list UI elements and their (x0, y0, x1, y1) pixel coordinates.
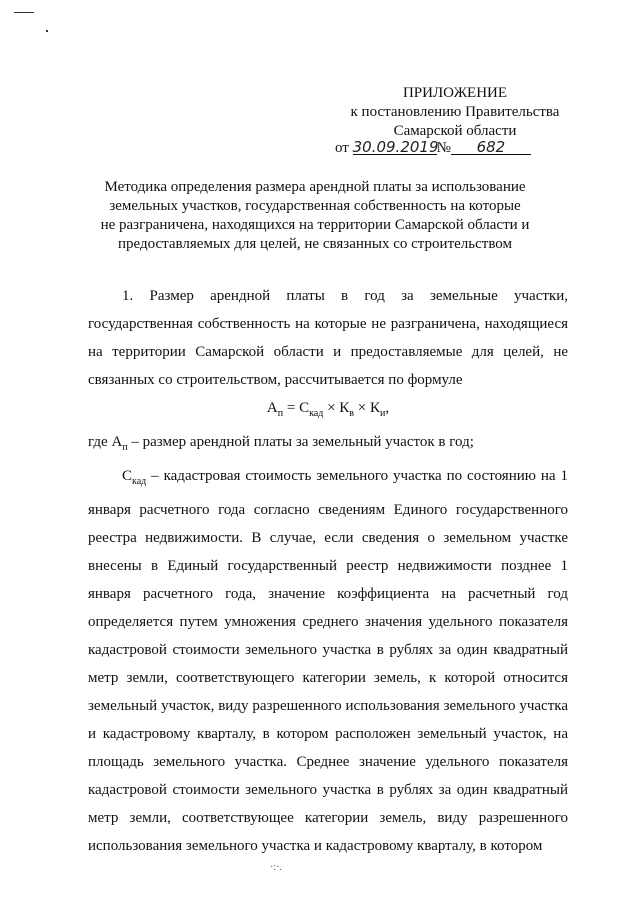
paragraph-1: 1. Размер арендной платы в год за земельные участки, государственная собственность на которые не разграничена, находящиеся на территории Самарской области и предоставляемые для целей, не связанных со строительством, рассчитывается по формуле (88, 288, 568, 388)
number-sign: № (436, 140, 451, 156)
definition-rent: где $А_п$ – размер арендной платы за земельный участок в год; (88, 434, 474, 453)
title-line-4: предоставляемых для целей, не связанных со строительством (117, 236, 513, 252)
appendix-header (330, 84, 580, 141)
document-title (95, 178, 535, 254)
scan-mark-line (14, 12, 34, 13)
scan-mark-dot (46, 30, 48, 32)
scan-artifact: ·:·. (270, 862, 282, 873)
definition-cadastral-value: $С_{кад}$ – кадастровая стоимость земельного участка по состоянию на 1 января расчетного года согласно сведениям Единого государственного реестра недвижимости. В случае, если сведения о земельном участке внесены в Единый государственный реестр недвижимости позднее 1 января расчетного года, значение коэффициента на расчетный год определяется путем умножения среднего значения удельного показателя кадастровой стоимости земельного участка в рублях за один квадратный метр земли, соответствующего категории земель, к которой относится земельный участок, виду разрешенного использования земельного участка и кадастровому кварталу, в котором расположен земельный участок, на площадь земельного участка. Среднее значение удельного показателя кадастровой стоимости земельного участка в рублях за один квадратный метр земли, соответствующее категории земель, виду разрешенного использования земельного участка и кадастровому кварталу, в котором (88, 468, 568, 854)
appendix-label: ПРИЛОЖЕНИЕ (402, 85, 508, 101)
appendix-resolution: к постановлению Правительства (350, 104, 560, 120)
title-line-1: Методика определения размера арендной платы за использование (104, 179, 526, 195)
appendix-region: Самарской области (393, 123, 517, 139)
number-field (451, 138, 531, 155)
handwritten-date: 30.09.2019 (352, 138, 439, 156)
date-number-line (335, 138, 531, 157)
document-body (88, 282, 568, 860)
handwritten-number: 682 (476, 138, 506, 156)
title-line-2: земельных участков, государственная собственность на которые (109, 198, 521, 214)
title-line-3: не разграничена, находящихся на территории Самарской области и (100, 217, 530, 233)
date-field (353, 138, 437, 155)
rent-formula: $А_п = С_{кад} \times К_в \times К_и$, (266, 400, 390, 419)
date-prefix: от (335, 140, 349, 156)
